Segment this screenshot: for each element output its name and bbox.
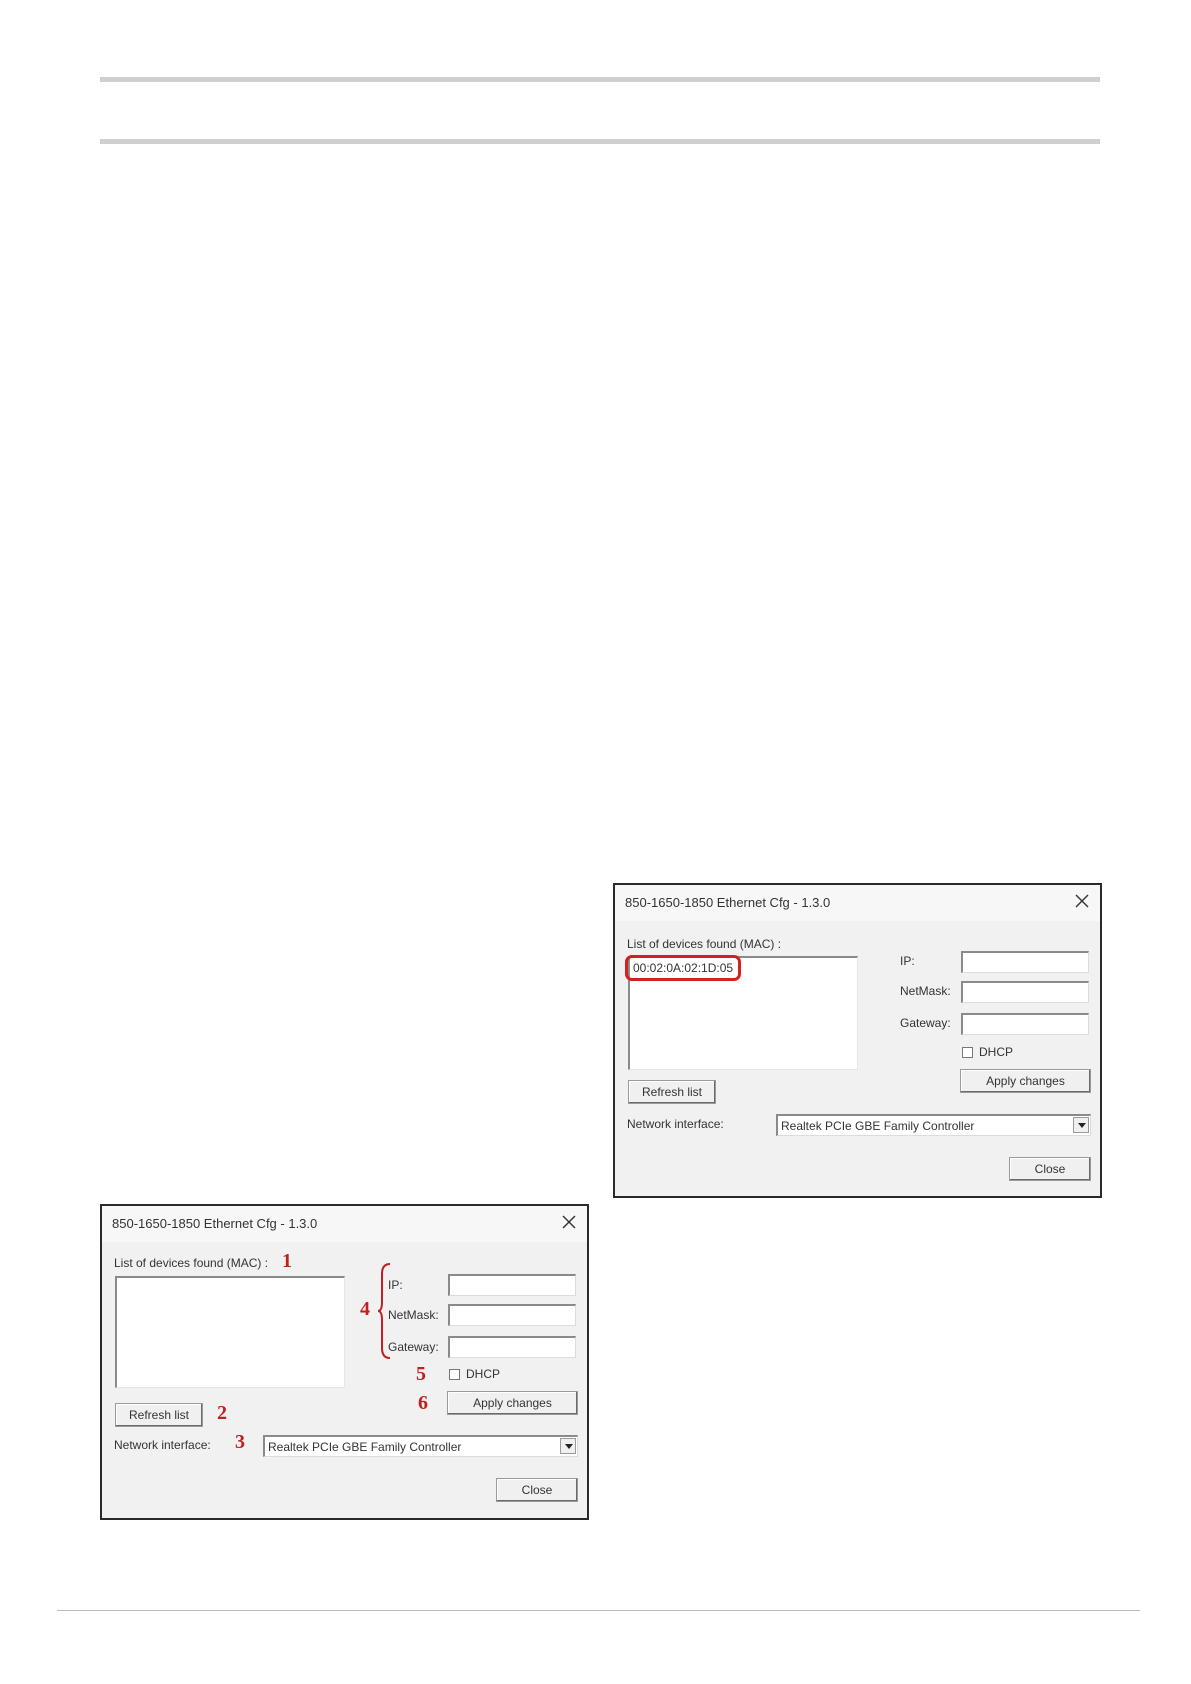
network-interface-label: Network interface: xyxy=(114,1438,211,1452)
footer-rule xyxy=(57,1610,1140,1611)
gateway-label: Gateway: xyxy=(388,1340,439,1354)
network-interface-select[interactable] xyxy=(776,1114,1091,1136)
callout-2: 2 xyxy=(217,1402,227,1424)
dhcp-label: DHCP xyxy=(979,1045,1014,1059)
header-rule-top xyxy=(100,77,1100,82)
gateway-field[interactable] xyxy=(961,1013,1089,1035)
chevron-down-icon[interactable] xyxy=(1073,1117,1089,1133)
dialog-title: 850-1650-1850 Ethernet Cfg - 1.3.0 xyxy=(112,1216,318,1231)
ip-field[interactable] xyxy=(448,1274,576,1296)
dhcp-checkbox[interactable] xyxy=(962,1047,973,1058)
mac-highlight-outline xyxy=(625,955,741,981)
gateway-field[interactable] xyxy=(448,1336,576,1358)
ip-field[interactable] xyxy=(961,951,1089,973)
dialog-titlebar xyxy=(615,885,1100,921)
refresh-list-button[interactable]: Refresh list xyxy=(628,1080,716,1104)
network-interface-value: Realtek PCIe GBE Family Controller xyxy=(268,1440,462,1454)
apply-changes-button[interactable]: Apply changes xyxy=(447,1391,578,1415)
close-icon[interactable] xyxy=(1072,891,1092,911)
dialog-titlebar xyxy=(102,1206,587,1242)
netmask-label: NetMask: xyxy=(388,1308,439,1322)
network-interface-select[interactable] xyxy=(263,1435,578,1457)
ethernet-cfg-dialog-configured xyxy=(613,883,1102,1198)
gateway-label: Gateway: xyxy=(900,1016,951,1030)
refresh-list-button[interactable]: Refresh list xyxy=(115,1403,203,1427)
callout-5: 5 xyxy=(416,1363,426,1385)
network-interface-label: Network interface: xyxy=(627,1117,724,1131)
dhcp-checkbox[interactable] xyxy=(449,1369,460,1380)
netmask-field[interactable] xyxy=(448,1304,576,1326)
device-list[interactable] xyxy=(115,1276,345,1388)
callout-1: 1 xyxy=(282,1250,292,1272)
netmask-field[interactable] xyxy=(961,981,1089,1003)
dialog-title: 850-1650-1850 Ethernet Cfg - 1.3.0 xyxy=(625,895,831,910)
ethernet-cfg-dialog-annotated xyxy=(100,1204,589,1520)
close-icon[interactable] xyxy=(559,1212,579,1232)
apply-changes-button[interactable]: Apply changes xyxy=(960,1069,1091,1093)
dhcp-label: DHCP xyxy=(466,1367,501,1381)
ip-label: IP: xyxy=(900,954,915,968)
netmask-label: NetMask: xyxy=(900,984,951,998)
close-button[interactable]: Close xyxy=(1009,1157,1091,1181)
callout-6: 6 xyxy=(418,1392,428,1414)
ip-label: IP: xyxy=(388,1278,403,1292)
callout-3: 3 xyxy=(235,1431,245,1453)
close-button[interactable]: Close xyxy=(496,1478,578,1502)
header-rule-bottom xyxy=(100,139,1100,144)
device-mac-item[interactable]: 00:02:0A:02:1D:05 xyxy=(633,961,734,975)
device-list-label: List of devices found (MAC) : xyxy=(114,1256,269,1270)
chevron-down-icon[interactable] xyxy=(560,1438,576,1454)
device-list-label: List of devices found (MAC) : xyxy=(627,937,782,951)
callout-4: 4 xyxy=(360,1298,370,1320)
network-interface-value: Realtek PCIe GBE Family Controller xyxy=(781,1119,975,1133)
